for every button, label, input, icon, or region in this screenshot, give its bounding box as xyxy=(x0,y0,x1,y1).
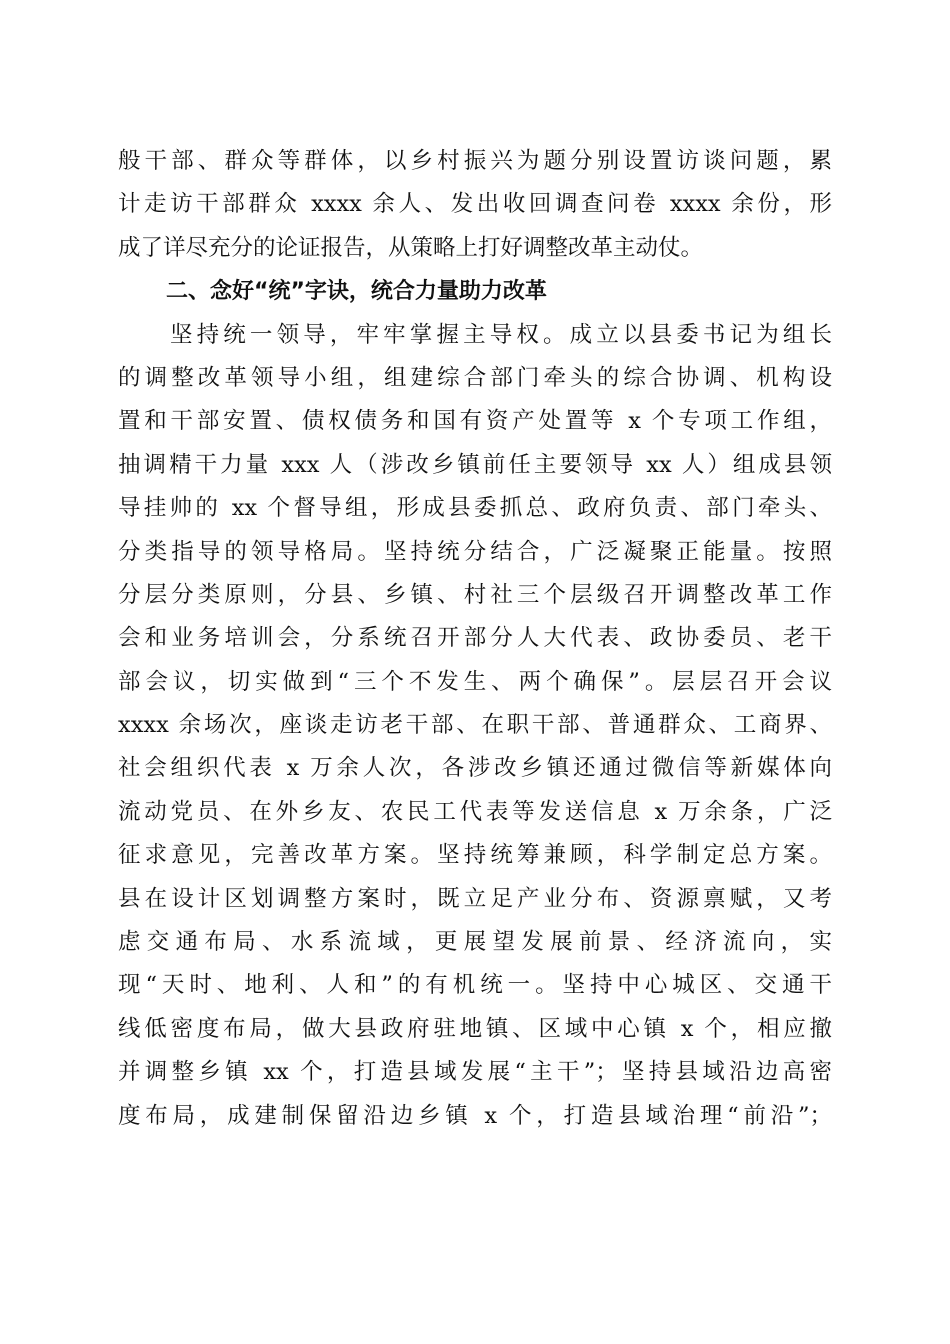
text-line: 线低密度布局，做大县政府驻地镇、区域中心镇 x 个，相应撤 xyxy=(118,1015,832,1042)
text-line: 导挂帅的 xx 个督导组，形成县委抓总、政府负责、部门牵头、 xyxy=(118,495,832,522)
text-line: 坚持统一领导，牢牢掌握主导权。成立以县委书记为组长 xyxy=(170,321,832,348)
text-line: 抽调精干力量 xxx 人（涉改乡镇前任主要领导 xx 人）组成县领 xyxy=(118,451,832,478)
text-line: 征求意见，完善改革方案。坚持统筹兼顾，科学制定总方案。 xyxy=(118,842,832,869)
text-line: 现“天时、地利、人和”的有机统一。坚持中心城区、交通干 xyxy=(118,972,832,999)
text-line: 分类指导的领导格局。坚持统分结合，广泛凝聚正能量。按照 xyxy=(118,538,832,565)
text-line: 成了详尽充分的论证报告，从策略上打好调整改革主动仗。 xyxy=(118,234,704,261)
section-heading: 二、念好“统”字诀，统合力量助力改革 xyxy=(166,279,547,305)
text-line: 部会议，切实做到“三个不发生、两个确保”。层层召开会议 xyxy=(118,668,832,695)
paragraph-2 xyxy=(118,314,832,1138)
text-line: 县在设计区划调整方案时，既立足产业分布、资源禀赋，又考 xyxy=(118,885,832,912)
text-line: 般干部、群众等群体，以乡村振兴为题分别设置访谈问题，累 xyxy=(118,148,832,174)
document-body xyxy=(118,140,832,1138)
text-line: 的调整改革领导小组，组建综合部门牵头的综合协调、机构设 xyxy=(118,364,832,391)
text-line: 计走访干部群众 xxxx 余人、发出收回调查问卷 xxxx 余份，形 xyxy=(118,191,832,218)
text-line: 虑交通布局、水系流域，更展望发展前景、经济流向，实 xyxy=(118,929,832,956)
text-line: 会和业务培训会，分系统召开部分人大代表、政协委员、老干 xyxy=(118,625,832,652)
text-line: 并调整乡镇 xx 个，打造县域发展“主干”；坚持县域沿边高密 xyxy=(118,1059,832,1086)
text-line: 社会组织代表 x 万余人次，各涉改乡镇还通过微信等新媒体向 xyxy=(118,755,832,782)
text-line: 流动党员、在外乡友、农民工代表等发送信息 x 万余条，广泛 xyxy=(118,798,832,825)
paragraph-1 xyxy=(118,140,832,270)
text-line: xxxx 余场次，座谈走访老干部、在职干部、普通群众、工商界、 xyxy=(118,712,832,739)
text-line: 分层分类原则，分县、乡镇、村社三个层级召开调整改革工作 xyxy=(118,581,832,608)
text-line: 度布局，成建制保留沿边乡镇 x 个，打造县域治理“前沿”； xyxy=(118,1102,832,1129)
text-line: 置和干部安置、债权债务和国有资产处置等 x 个专项工作组， xyxy=(118,408,832,435)
